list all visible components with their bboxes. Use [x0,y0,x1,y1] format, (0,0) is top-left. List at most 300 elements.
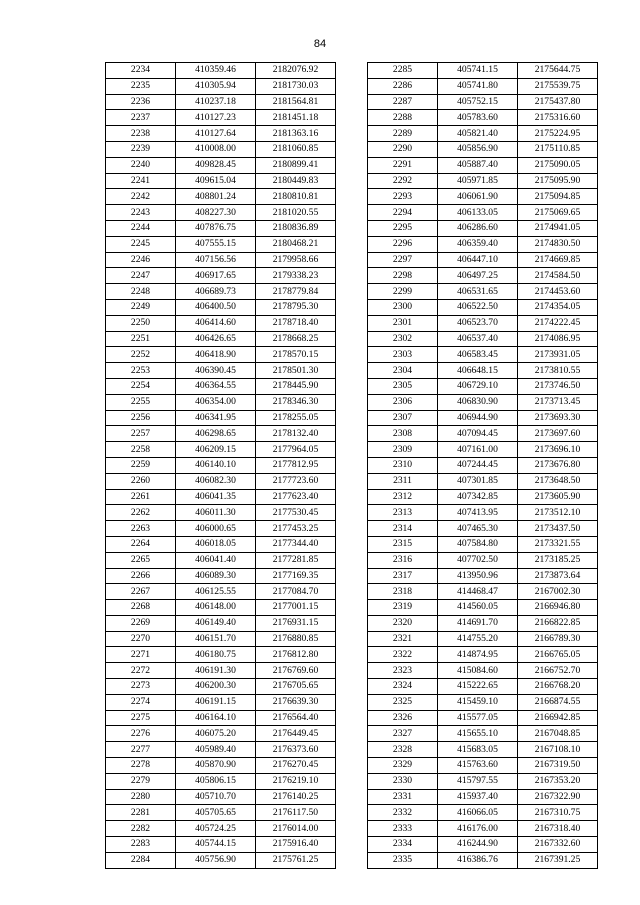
y-coordinate-cell: 2167319.50 [518,758,598,774]
table-row [368,584,598,600]
table-row [368,600,598,616]
y-coordinate-cell: 2175110.85 [518,141,598,157]
point-number-cell: 2263 [106,521,176,537]
table-row [106,426,336,442]
x-coordinate-cell: 407342.85 [438,489,518,505]
table-row [368,568,598,584]
x-coordinate-cell: 414755.20 [438,631,518,647]
y-coordinate-cell: 2178795.30 [256,299,336,315]
table-row [368,110,598,126]
x-coordinate-cell: 406298.65 [176,426,256,442]
x-coordinate-cell: 410127.64 [176,126,256,142]
y-coordinate-cell: 2166822.85 [518,615,598,631]
point-number-cell: 2289 [368,126,438,142]
point-number-cell: 2258 [106,442,176,458]
table-row [368,331,598,347]
y-coordinate-cell: 2174453.60 [518,284,598,300]
x-coordinate-cell: 407156.56 [176,252,256,268]
point-number-cell: 2260 [106,473,176,489]
y-coordinate-cell: 2173696.10 [518,442,598,458]
table-row [368,363,598,379]
table-row [106,141,336,157]
point-number-cell: 2306 [368,394,438,410]
point-number-cell: 2235 [106,78,176,94]
x-coordinate-cell: 407301.85 [438,473,518,489]
x-coordinate-cell: 406447.10 [438,252,518,268]
table-row [106,268,336,284]
x-coordinate-cell: 405971.85 [438,173,518,189]
table-row [368,837,598,853]
x-coordinate-cell: 405806.15 [176,773,256,789]
y-coordinate-cell: 2166789.30 [518,631,598,647]
y-coordinate-cell: 2174584.50 [518,268,598,284]
y-coordinate-cell: 2167322.90 [518,789,598,805]
point-number-cell: 2290 [368,141,438,157]
point-number-cell: 2271 [106,647,176,663]
y-coordinate-cell: 2176769.60 [256,663,336,679]
y-coordinate-cell: 2177281.85 [256,552,336,568]
table-row [106,679,336,695]
point-number-cell: 2234 [106,63,176,79]
y-coordinate-cell: 2177812.95 [256,457,336,473]
x-coordinate-cell: 415937.40 [438,789,518,805]
point-number-cell: 2240 [106,157,176,173]
point-number-cell: 2295 [368,220,438,236]
point-number-cell: 2280 [106,789,176,805]
point-number-cell: 2255 [106,394,176,410]
y-coordinate-cell: 2181451.18 [256,110,336,126]
y-coordinate-cell: 2180449.83 [256,173,336,189]
y-coordinate-cell: 2166874.55 [518,694,598,710]
table-row [368,694,598,710]
table-row [368,663,598,679]
point-number-cell: 2247 [106,268,176,284]
y-coordinate-cell: 2173437.50 [518,521,598,537]
table-row [106,584,336,600]
x-coordinate-cell: 406151.70 [176,631,256,647]
point-number-cell: 2292 [368,173,438,189]
point-number-cell: 2250 [106,315,176,331]
y-coordinate-cell: 2175644.75 [518,63,598,79]
point-number-cell: 2326 [368,710,438,726]
y-coordinate-cell: 2178668.25 [256,331,336,347]
table-row [368,647,598,663]
y-coordinate-cell: 2175539.75 [518,78,598,94]
y-coordinate-cell: 2166765.05 [518,647,598,663]
x-coordinate-cell: 406041.40 [176,552,256,568]
x-coordinate-cell: 415655.10 [438,726,518,742]
point-number-cell: 2262 [106,505,176,521]
y-coordinate-cell: 2180899.41 [256,157,336,173]
table-row [368,726,598,742]
point-number-cell: 2298 [368,268,438,284]
point-number-cell: 2284 [106,852,176,868]
y-coordinate-cell: 2180810.81 [256,189,336,205]
point-number-cell: 2256 [106,410,176,426]
x-coordinate-cell: 406944.90 [438,410,518,426]
table-row [368,284,598,300]
table-row [106,473,336,489]
y-coordinate-cell: 2173697.60 [518,426,598,442]
point-number-cell: 2268 [106,600,176,616]
point-number-cell: 2311 [368,473,438,489]
x-coordinate-cell: 406180.75 [176,647,256,663]
point-number-cell: 2310 [368,457,438,473]
x-coordinate-cell: 406082.30 [176,473,256,489]
y-coordinate-cell: 2182076.92 [256,63,336,79]
x-coordinate-cell: 406125.55 [176,584,256,600]
page-number: 84 [313,38,327,50]
point-number-cell: 2318 [368,584,438,600]
point-number-cell: 2296 [368,236,438,252]
table-row [106,552,336,568]
point-number-cell: 2319 [368,600,438,616]
y-coordinate-cell: 2167353.20 [518,773,598,789]
x-coordinate-cell: 405741.80 [438,78,518,94]
x-coordinate-cell: 406418.90 [176,347,256,363]
point-number-cell: 2264 [106,536,176,552]
x-coordinate-cell: 406729.10 [438,378,518,394]
point-number-cell: 2244 [106,220,176,236]
y-coordinate-cell: 2178445.90 [256,378,336,394]
y-coordinate-cell: 2177344.40 [256,536,336,552]
point-number-cell: 2286 [368,78,438,94]
point-number-cell: 2243 [106,205,176,221]
table-row [106,126,336,142]
table-row [368,821,598,837]
point-number-cell: 2313 [368,505,438,521]
y-coordinate-cell: 2176564.40 [256,710,336,726]
table-row [368,220,598,236]
y-coordinate-cell: 2178132.40 [256,426,336,442]
y-coordinate-cell: 2175069.65 [518,205,598,221]
y-coordinate-cell: 2174222.45 [518,315,598,331]
table-row [368,252,598,268]
point-number-cell: 2281 [106,805,176,821]
y-coordinate-cell: 2181020.55 [256,205,336,221]
y-coordinate-cell: 2167002.30 [518,584,598,600]
point-number-cell: 2323 [368,663,438,679]
table-row [368,157,598,173]
table-row [106,315,336,331]
y-coordinate-cell: 2177001.15 [256,600,336,616]
x-coordinate-cell: 406286.60 [438,220,518,236]
point-number-cell: 2261 [106,489,176,505]
table-row [106,410,336,426]
point-number-cell: 2275 [106,710,176,726]
table-row [106,457,336,473]
table-row [368,410,598,426]
table-row [368,299,598,315]
y-coordinate-cell: 2175094.85 [518,189,598,205]
x-coordinate-cell: 407094.45 [438,426,518,442]
point-number-cell: 2248 [106,284,176,300]
table-row [368,473,598,489]
coordinates-table-left [105,62,336,869]
x-coordinate-cell: 406359.40 [438,236,518,252]
x-coordinate-cell: 410359.46 [176,63,256,79]
x-coordinate-cell: 406583.45 [438,347,518,363]
table-row [106,331,336,347]
y-coordinate-cell: 2176639.30 [256,694,336,710]
point-number-cell: 2293 [368,189,438,205]
point-number-cell: 2272 [106,663,176,679]
table-row [106,521,336,537]
x-coordinate-cell: 414874.95 [438,647,518,663]
table-row [368,378,598,394]
table-row [368,426,598,442]
point-number-cell: 2259 [106,457,176,473]
y-coordinate-cell: 2177084.70 [256,584,336,600]
y-coordinate-cell: 2175916.40 [256,837,336,853]
x-coordinate-cell: 406364.55 [176,378,256,394]
y-coordinate-cell: 2175224.95 [518,126,598,142]
y-coordinate-cell: 2177623.40 [256,489,336,505]
point-number-cell: 2299 [368,284,438,300]
table-row [368,536,598,552]
table-row [106,489,336,505]
y-coordinate-cell: 2177169.35 [256,568,336,584]
y-coordinate-cell: 2175437.80 [518,94,598,110]
point-number-cell: 2302 [368,331,438,347]
x-coordinate-cell: 406400.50 [176,299,256,315]
x-coordinate-cell: 406011.30 [176,505,256,521]
y-coordinate-cell: 2178570.15 [256,347,336,363]
point-number-cell: 2327 [368,726,438,742]
point-number-cell: 2324 [368,679,438,695]
x-coordinate-cell: 414560.05 [438,600,518,616]
point-number-cell: 2236 [106,94,176,110]
x-coordinate-cell: 405783.60 [438,110,518,126]
x-coordinate-cell: 415084.60 [438,663,518,679]
y-coordinate-cell: 2173185.25 [518,552,598,568]
y-coordinate-cell: 2176117.50 [256,805,336,821]
x-coordinate-cell: 407161.00 [438,442,518,458]
point-number-cell: 2288 [368,110,438,126]
table-row [368,347,598,363]
point-number-cell: 2267 [106,584,176,600]
y-coordinate-cell: 2167332.60 [518,837,598,853]
x-coordinate-cell: 409828.45 [176,157,256,173]
x-coordinate-cell: 416176.00 [438,821,518,837]
y-coordinate-cell: 2173810.55 [518,363,598,379]
x-coordinate-cell: 406426.65 [176,331,256,347]
x-coordinate-cell: 405752.15 [438,94,518,110]
table-row [106,615,336,631]
y-coordinate-cell: 2176140.25 [256,789,336,805]
y-coordinate-cell: 2173605.90 [518,489,598,505]
y-coordinate-cell: 2174830.50 [518,236,598,252]
x-coordinate-cell: 405887.40 [438,157,518,173]
point-number-cell: 2332 [368,805,438,821]
y-coordinate-cell: 2177530.45 [256,505,336,521]
table-row [106,442,336,458]
coordinates-table-right [367,62,598,869]
y-coordinate-cell: 2180468.21 [256,236,336,252]
table-row [106,347,336,363]
point-number-cell: 2241 [106,173,176,189]
point-number-cell: 2315 [368,536,438,552]
table-row [106,852,336,868]
y-coordinate-cell: 2179338.23 [256,268,336,284]
table-row [106,110,336,126]
point-number-cell: 2317 [368,568,438,584]
point-number-cell: 2239 [106,141,176,157]
x-coordinate-cell: 406537.40 [438,331,518,347]
table-row [106,378,336,394]
point-number-cell: 2329 [368,758,438,774]
x-coordinate-cell: 415763.60 [438,758,518,774]
point-number-cell: 2253 [106,363,176,379]
y-coordinate-cell: 2167318.40 [518,821,598,837]
x-coordinate-cell: 406075.20 [176,726,256,742]
y-coordinate-cell: 2178779.84 [256,284,336,300]
table-row [106,837,336,853]
point-number-cell: 2278 [106,758,176,774]
table-row [106,394,336,410]
x-coordinate-cell: 410237.18 [176,94,256,110]
x-coordinate-cell: 405705.65 [176,805,256,821]
point-number-cell: 2245 [106,236,176,252]
point-number-cell: 2309 [368,442,438,458]
point-number-cell: 2238 [106,126,176,142]
table-row [106,726,336,742]
table-row [368,552,598,568]
point-number-cell: 2254 [106,378,176,394]
point-number-cell: 2331 [368,789,438,805]
table-row [368,489,598,505]
y-coordinate-cell: 2175761.25 [256,852,336,868]
x-coordinate-cell: 406497.25 [438,268,518,284]
point-number-cell: 2274 [106,694,176,710]
table-row [106,710,336,726]
point-number-cell: 2277 [106,742,176,758]
table-row [106,220,336,236]
table-row [106,631,336,647]
x-coordinate-cell: 407555.15 [176,236,256,252]
y-coordinate-cell: 2177964.05 [256,442,336,458]
table-row [106,647,336,663]
y-coordinate-cell: 2181060.85 [256,141,336,157]
x-coordinate-cell: 406689.73 [176,284,256,300]
y-coordinate-cell: 2167108.10 [518,742,598,758]
table-row [106,773,336,789]
point-number-cell: 2304 [368,363,438,379]
table-row [368,78,598,94]
x-coordinate-cell: 414691.70 [438,615,518,631]
point-number-cell: 2242 [106,189,176,205]
point-number-cell: 2325 [368,694,438,710]
y-coordinate-cell: 2181730.03 [256,78,336,94]
x-coordinate-cell: 407465.30 [438,521,518,537]
point-number-cell: 2294 [368,205,438,221]
point-number-cell: 2335 [368,852,438,868]
x-coordinate-cell: 406917.65 [176,268,256,284]
x-coordinate-cell: 406523.70 [438,315,518,331]
table-row [368,94,598,110]
x-coordinate-cell: 406164.10 [176,710,256,726]
y-coordinate-cell: 2178501.30 [256,363,336,379]
x-coordinate-cell: 406191.15 [176,694,256,710]
y-coordinate-cell: 2174669.85 [518,252,598,268]
table-row [368,189,598,205]
x-coordinate-cell: 405744.15 [176,837,256,853]
y-coordinate-cell: 2174941.05 [518,220,598,236]
x-coordinate-cell: 415577.05 [438,710,518,726]
y-coordinate-cell: 2176812.80 [256,647,336,663]
point-number-cell: 2279 [106,773,176,789]
point-number-cell: 2282 [106,821,176,837]
y-coordinate-cell: 2176270.45 [256,758,336,774]
point-number-cell: 2257 [106,426,176,442]
x-coordinate-cell: 406830.90 [438,394,518,410]
y-coordinate-cell: 2173931.05 [518,347,598,363]
table-row [368,679,598,695]
table-row [368,442,598,458]
point-number-cell: 2334 [368,837,438,853]
table-row [368,173,598,189]
x-coordinate-cell: 415222.65 [438,679,518,695]
point-number-cell: 2287 [368,94,438,110]
point-number-cell: 2269 [106,615,176,631]
table-body [106,63,336,869]
y-coordinate-cell: 2166946.80 [518,600,598,616]
y-coordinate-cell: 2175095.90 [518,173,598,189]
point-number-cell: 2301 [368,315,438,331]
table-row [368,773,598,789]
x-coordinate-cell: 406000.65 [176,521,256,537]
table-row [368,236,598,252]
table-row [368,126,598,142]
table-row [106,600,336,616]
table-row [106,284,336,300]
x-coordinate-cell: 407584.80 [438,536,518,552]
table-row [106,805,336,821]
x-coordinate-cell: 415459.10 [438,694,518,710]
point-number-cell: 2333 [368,821,438,837]
x-coordinate-cell: 405710.70 [176,789,256,805]
x-coordinate-cell: 406390.45 [176,363,256,379]
table-row [106,758,336,774]
point-number-cell: 2246 [106,252,176,268]
point-number-cell: 2305 [368,378,438,394]
point-number-cell: 2266 [106,568,176,584]
table-row [106,505,336,521]
x-coordinate-cell: 416386.76 [438,852,518,868]
y-coordinate-cell: 2173713.45 [518,394,598,410]
x-coordinate-cell: 406133.05 [438,205,518,221]
x-coordinate-cell: 413950.96 [438,568,518,584]
x-coordinate-cell: 405821.40 [438,126,518,142]
y-coordinate-cell: 2173321.55 [518,536,598,552]
y-coordinate-cell: 2177453.25 [256,521,336,537]
y-coordinate-cell: 2174086.95 [518,331,598,347]
table-row [368,141,598,157]
table-row [106,536,336,552]
y-coordinate-cell: 2176373.60 [256,742,336,758]
x-coordinate-cell: 406018.05 [176,536,256,552]
x-coordinate-cell: 406354.00 [176,394,256,410]
x-coordinate-cell: 405741.15 [438,63,518,79]
table-row [368,457,598,473]
x-coordinate-cell: 406200.30 [176,679,256,695]
y-coordinate-cell: 2174354.05 [518,299,598,315]
y-coordinate-cell: 2181363.16 [256,126,336,142]
x-coordinate-cell: 406341.95 [176,410,256,426]
point-number-cell: 2320 [368,615,438,631]
point-number-cell: 2283 [106,837,176,853]
point-number-cell: 2251 [106,331,176,347]
